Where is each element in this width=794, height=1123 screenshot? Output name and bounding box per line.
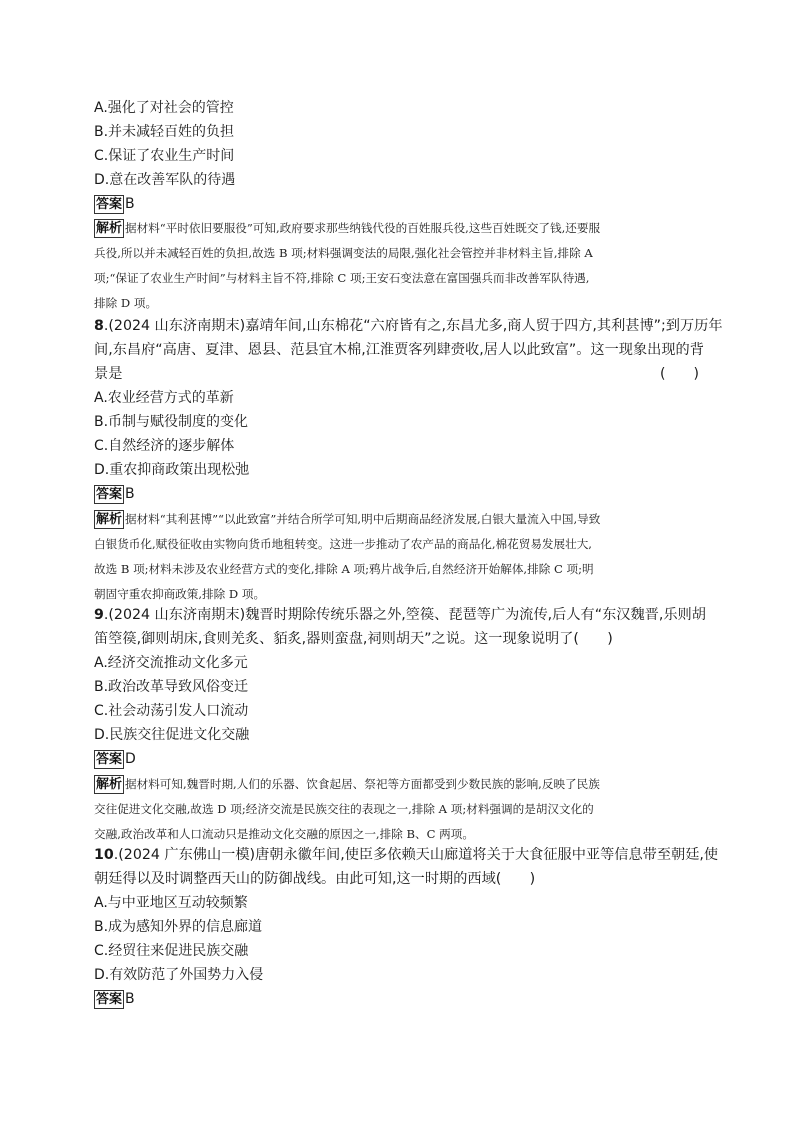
q10-answer <box>94 989 135 1009</box>
answer-label: 答案 <box>96 992 123 1007</box>
q10-option-b: B.成为感知外界的信息廊道 <box>94 919 263 935</box>
q10-option-a: A.与中亚地区互动较频繁 <box>94 895 248 911</box>
q10-stem-line: 朝廷得以及时调整西天山的防御战线。由此可知,这一时期的西域( ) <box>94 871 536 887</box>
q7-option-d: D.意在改善军队的待遇 <box>94 172 236 188</box>
q7-explanation-line: 项;“保证了农业生产时间”与材料主旨不符,排除 C 项;王安石变法意在富国强兵而非改善军队待遇, <box>94 271 590 285</box>
q9-explanation-line: 交往促进文化交融,故选 D 项;经济交流是民族交往的表现之一,排除 A 项;材料强调的是胡汉文化的 <box>94 802 594 816</box>
q9-option-a: A.经济交流推动文化多元 <box>94 655 248 671</box>
q10-option-c: C.经贸往来促进民族交融 <box>94 943 249 959</box>
q10-stem-line <box>94 845 718 865</box>
answer-label: 答案 <box>96 197 123 212</box>
q9-option-d: D.民族交往促进文化交融 <box>94 727 250 743</box>
explanation-text: 据材料“其利甚博”“以此致富”并结合所学可知,明中后期商品经济发展,白银大量流入中国,导致 <box>125 512 601 526</box>
q9-stem-line: 笛箜篌,御则胡床,食则羌炙、貊炙,器则蛮盘,祠则胡天”之说。这一现象说明了( ) <box>94 631 613 647</box>
q8-option-c: C.自然经济的逐步解体 <box>94 438 235 454</box>
q8-explanation-line <box>94 509 600 529</box>
explanation-label: 解析 <box>96 512 123 527</box>
explanation-text: 据材料可知,魏晋时期,人们的乐器、饮食起居、祭祀等方面都受到少数民族的影响,反映了民族 <box>125 777 600 791</box>
q8-explanation-line: 故选 B 项;材料未涉及农业经营方式的变化,排除 A 项;鸦片战争后,自然经济开始解体,排除 C 项;明 <box>94 562 594 576</box>
q8-stem-line: 间,东昌府“高唐、夏津、恩县、范县宜木棉,江淮贾客列肆赍收,居人以此致富”。这一现象出现的背 <box>94 342 704 358</box>
question-text: .(2024 广东佛山一模)唐朝永徽年间,使臣多依赖天山廊道将关于大食征服中亚等信息带至朝廷,使 <box>113 847 719 863</box>
q8-option-b: B.币制与赋役制度的变化 <box>94 414 249 430</box>
question-text: .(2024 山东济南期末)魏晋时期除传统乐器之外,箜篌、琵琶等广为流传,后人有“东汉魏晋,乐则胡 <box>103 607 706 623</box>
q8-stem-line: 景是 <box>94 366 123 382</box>
q7-option-a: A.强化了对社会的管控 <box>94 100 234 116</box>
q8-answer <box>94 484 135 504</box>
q7-option-b: B.并未减轻百姓的负担 <box>94 124 235 140</box>
answer-label: 答案 <box>96 752 123 767</box>
q8-explanation-line: 朝固守重农抑商政策,排除 D 项。 <box>94 587 266 601</box>
q10-option-d: D.有效防范了外国势力入侵 <box>94 967 264 983</box>
q7-explanation-line <box>94 218 600 238</box>
answer-value: B <box>125 486 135 502</box>
question-number: 9 <box>94 607 104 623</box>
q7-explanation-line: 排除 D 项。 <box>94 296 158 310</box>
answer-value: B <box>125 991 135 1007</box>
answer-value: D <box>125 751 136 767</box>
q7-explanation-line: 兵役,所以并未减轻百姓的负担,故选 B 项;材料强调变法的局限,强化社会管控并非材料主旨,排除 A <box>94 246 593 260</box>
q7-answer <box>94 194 135 214</box>
q8-stem-line <box>94 316 723 336</box>
q9-explanation-line <box>94 774 600 794</box>
explanation-label: 解析 <box>96 221 123 236</box>
q9-answer <box>94 749 136 769</box>
q7-option-c: C.保证了农业生产时间 <box>94 148 235 164</box>
q8-option-a: A.农业经营方式的革新 <box>94 390 234 406</box>
answer-blank: ( ) <box>660 366 699 382</box>
answer-value: B <box>125 196 135 212</box>
q9-option-b: B.政治改革导致风俗变迁 <box>94 679 249 695</box>
q9-explanation-line: 交融,政治改革和人口流动只是推动文化交融的原因之一,排除 B、C 两项。 <box>94 827 474 841</box>
question-number: 8 <box>94 318 104 334</box>
question-text: .(2024 山东济南期末)嘉靖年间,山东棉花“六府皆有之,东昌尤多,商人贸于四方,其利甚博”;到万历年 <box>103 318 723 334</box>
q9-option-c: C.社会动荡引发人口流动 <box>94 703 249 719</box>
question-number: 10 <box>94 847 114 863</box>
q8-option-d: D.重农抑商政策出现松弛 <box>94 462 250 478</box>
q8-explanation-line: 白银货币化,赋役征收由实物向货币地租转变。这进一步推动了农产品的商品化,棉花贸易发展壮大, <box>94 537 592 551</box>
q9-stem-line <box>94 605 706 625</box>
explanation-label: 解析 <box>96 777 123 792</box>
explanation-text: 据材料“平时依旧要服役”可知,政府要求那些纳钱代役的百姓服兵役,这些百姓既交了钱,还要服 <box>125 221 601 235</box>
answer-label: 答案 <box>96 487 123 502</box>
